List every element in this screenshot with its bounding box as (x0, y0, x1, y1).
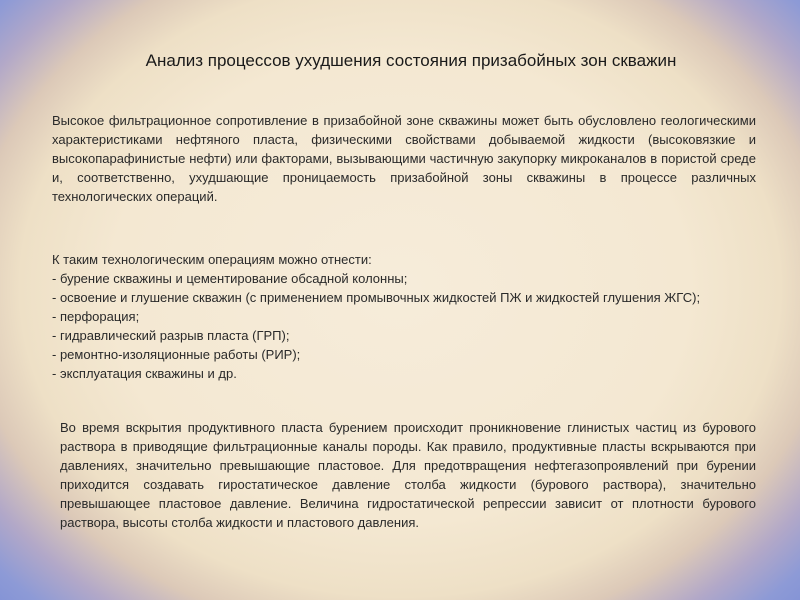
operation-item-fracturing: - гидравлический разрыв пласта (ГРП); (52, 328, 290, 343)
operation-item-drilling: - бурение скважины и цементирование обсадной колонны; (52, 271, 408, 286)
operations-list (52, 250, 756, 383)
slide-title: Анализ процессов ухудшения состояния призабойных зон скважин (145, 51, 677, 70)
operation-item-completion: - освоение и глушение скважин (с применением промывочных жидкостей ПЖ и жидкостей глушения ЖГС); (52, 290, 701, 305)
operation-item-exploitation: - эксплуатация скважины и др. (52, 366, 237, 381)
paragraph-drilling-penetration: Во время вскрытия продуктивного пласта бурением происходит проникновение глинистых частиц из бурового раствора в приводящие фильтрационные каналы породы. Как правило, продуктивные пласты вскрываются при давлениях, значительно превышающие пластовое. Для предотвращения нефтегазопроявлений при бурении приходится создавать гиростатическое давление столба жидкости (бурового раствора), значительно превышающее пластовое давление. Величина гидростатической репрессии зависит от плотности бурового раствора, высоты столба жидкости и пластового давления. (60, 420, 756, 530)
operation-item-perforation: - перфорация; (52, 309, 140, 324)
operation-item-repair: - ремонтно-изоляционные работы (РИР); (52, 347, 301, 362)
operations-intro: К таким технологическим операциям можно отнести: (52, 252, 372, 267)
paragraph-filtration-resistance: Высокое фильтрационное сопротивление в призабойной зоне скважины может быть обусловлено геологическими характеристиками нефтяного пласта, физическими свойствами добываемой жидкости (высоковязкие и высокопарафинистые нефти) или факторами, вызывающими частичную закупорку микроканалов в пористой среде и, соответственно, ухудшающие проницаемость призабойной зоны скважины в процессе различных технологических операций. (52, 113, 756, 204)
